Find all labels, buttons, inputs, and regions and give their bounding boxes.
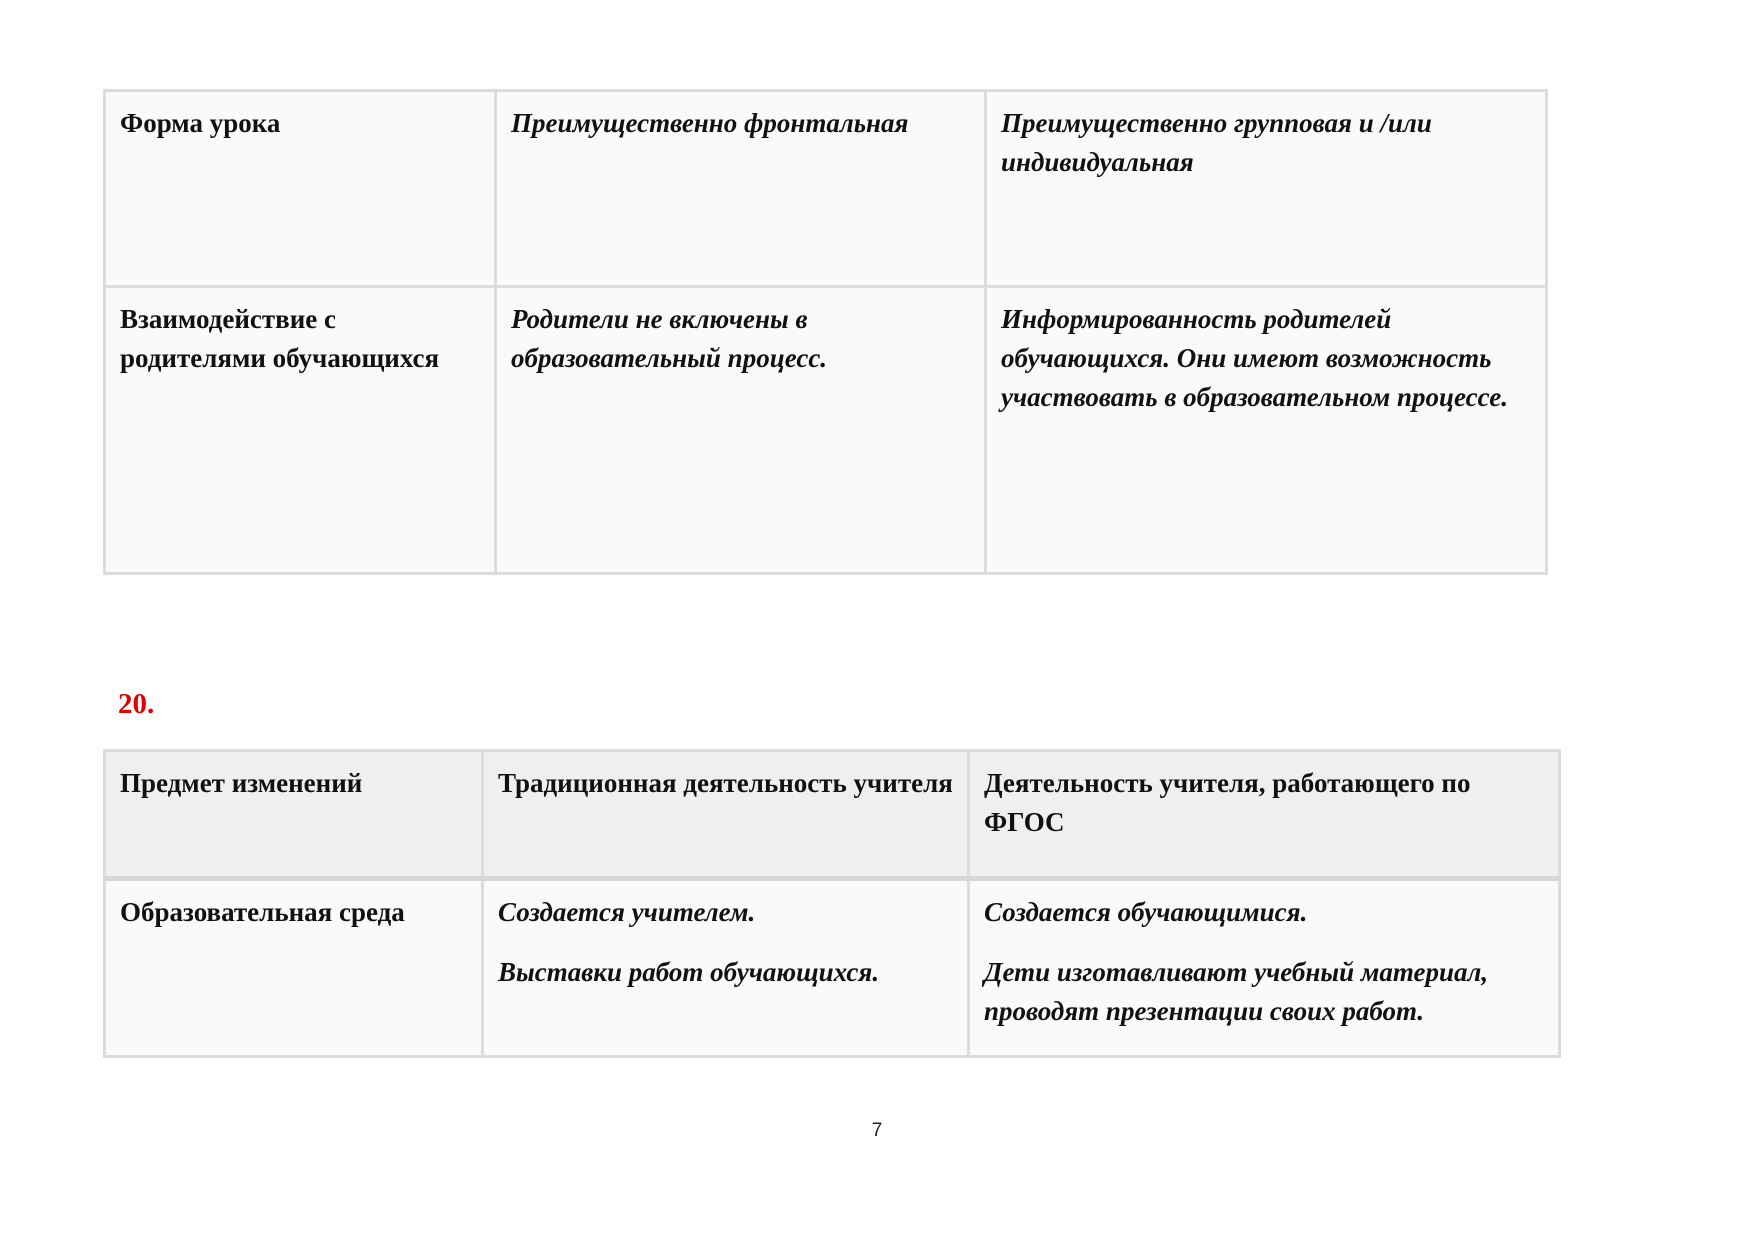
comparison-table [103, 749, 1561, 1058]
row-label: Образовательная среда [105, 879, 483, 1057]
fgos-cell: Информированность родителей обучающихся. Они имеют возможность участвовать в образовательном процессе. [986, 287, 1547, 574]
traditional-cell: Преимущественно фронтальная [496, 91, 986, 287]
fgos-cell [969, 879, 1560, 1057]
section-number: 20. [118, 688, 155, 720]
header-subject: Предмет изменений [105, 751, 483, 879]
fgos-cell: Преимущественно групповая и /или индивидуальная [986, 91, 1547, 287]
row-label: Взаимодействие с родителями обучающихся [105, 287, 496, 574]
page-number: 7 [871, 1120, 883, 1141]
header-fgos: Деятельность учителя, работающего по ФГОС [969, 751, 1560, 879]
cell-paragraph: Выставки работ обучающихся. [498, 957, 880, 987]
cell-paragraph: Создается учителем. [498, 897, 756, 927]
cell-paragraph: Дети изготавливают учебный материал, проводят презентации своих работ. [984, 957, 1489, 1026]
table-row [105, 287, 1547, 574]
table-row [105, 91, 1547, 287]
table-header-row [105, 751, 1560, 879]
traditional-cell: Родители не включены в образовательный процесс. [496, 287, 986, 574]
comparison-table-continued [103, 89, 1548, 575]
table-row [105, 879, 1560, 1057]
cell-paragraph: Создается обучающимися. [984, 897, 1308, 927]
header-traditional: Традиционная деятельность учителя [483, 751, 969, 879]
traditional-cell [483, 879, 969, 1057]
row-label: Форма урока [105, 91, 496, 287]
